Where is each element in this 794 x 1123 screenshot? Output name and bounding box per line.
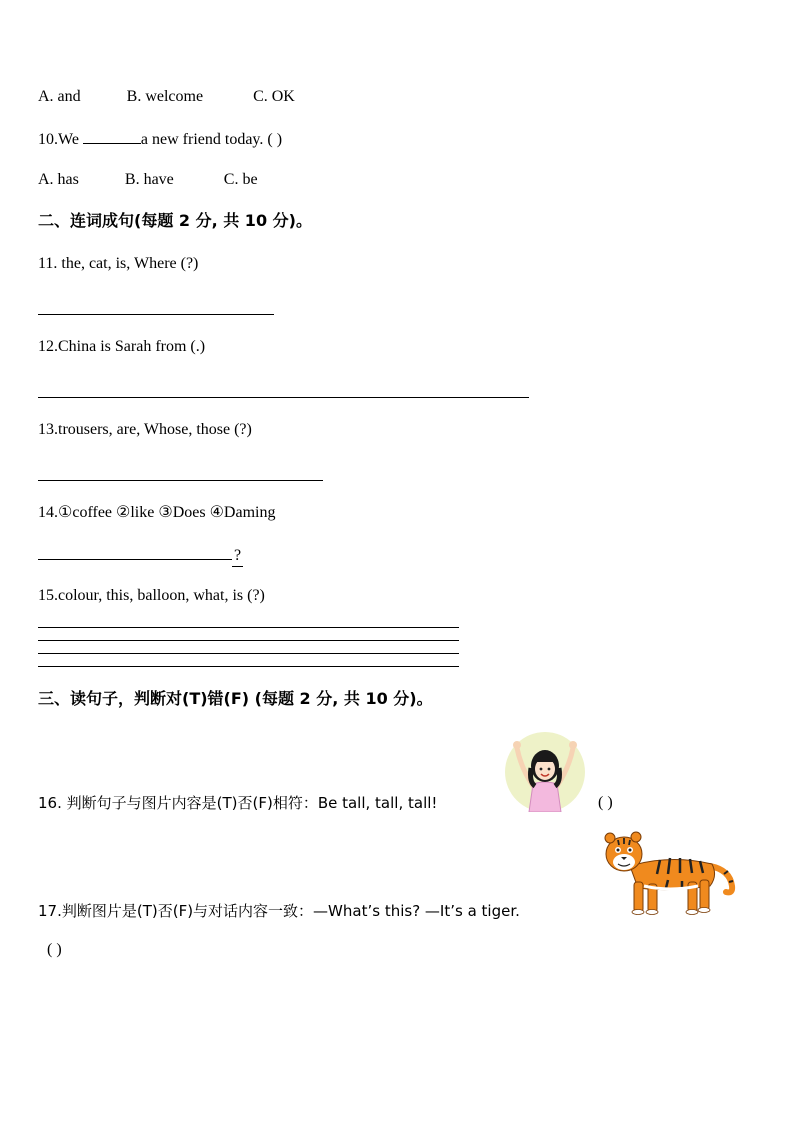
q17-answer-paren[interactable]: ( ) (47, 941, 62, 958)
q14-answer-line[interactable] (38, 545, 232, 560)
q12-answer-line[interactable] (38, 397, 529, 398)
q10-question (38, 129, 282, 150)
q15-answer-line-4[interactable] (38, 666, 459, 667)
q17-text: 17.判断图片是(T)否(F)与对话内容一致：—What’s this? —It’s a tiger. (38, 902, 520, 920)
q16-question (38, 793, 437, 814)
q9-option-c[interactable]: C. OK (253, 88, 295, 105)
q14-question: 14.①coffee ②like ③Does ④Daming (38, 504, 276, 521)
q15-answer-line-1[interactable] (38, 627, 459, 628)
section2-title: 二、连词成句(每题 2 分, 共 10 分)。 (38, 211, 312, 230)
q12-question: 12.China is Sarah from (.) (38, 338, 206, 355)
q10-option-b[interactable]: B. have (124, 171, 174, 188)
q10-prefix: 10.We (38, 131, 83, 148)
q13-question: 13.trousers, are, Whose, those (?) (38, 421, 252, 438)
q9-options-row (38, 87, 295, 107)
q16-answer-paren[interactable]: ( ) (598, 794, 613, 811)
q13-answer-line[interactable] (38, 480, 323, 481)
q11-answer-line[interactable] (38, 314, 274, 315)
q16-girl-picture (503, 728, 587, 812)
q10-option-a[interactable]: A. has (38, 171, 79, 188)
q15-answer-line-2[interactable] (38, 640, 459, 641)
q9-option-a[interactable]: A. and (38, 88, 81, 105)
q10-option-c[interactable]: C. be (223, 171, 258, 188)
q17-tiger-picture (600, 828, 740, 916)
q10-suffix: a new friend today. ( ) (140, 131, 283, 148)
q17-question (38, 901, 520, 922)
q10-options-row (38, 170, 258, 190)
tiger-icon (600, 828, 740, 916)
section3-title: 三、读句子，判断对(T)错(F) (每题 2 分, 共 10 分)。 (38, 689, 433, 708)
q11-question: 11. the, cat, is, Where (?) (38, 255, 199, 272)
q15-answer-line-3[interactable] (38, 653, 459, 654)
q15-question: 15.colour, this, balloon, what, is (?) (38, 587, 265, 604)
q14-answer-row (38, 545, 243, 567)
q9-option-b[interactable]: B. welcome (126, 88, 204, 105)
q16-text: 16. 判断句子与图片内容是(T)否(F)相符：Be tall, tall, tall! (38, 794, 438, 812)
q14-question-mark: ? (232, 546, 243, 567)
q10-blank[interactable] (83, 129, 141, 144)
girl-raising-arms-icon (503, 728, 587, 812)
